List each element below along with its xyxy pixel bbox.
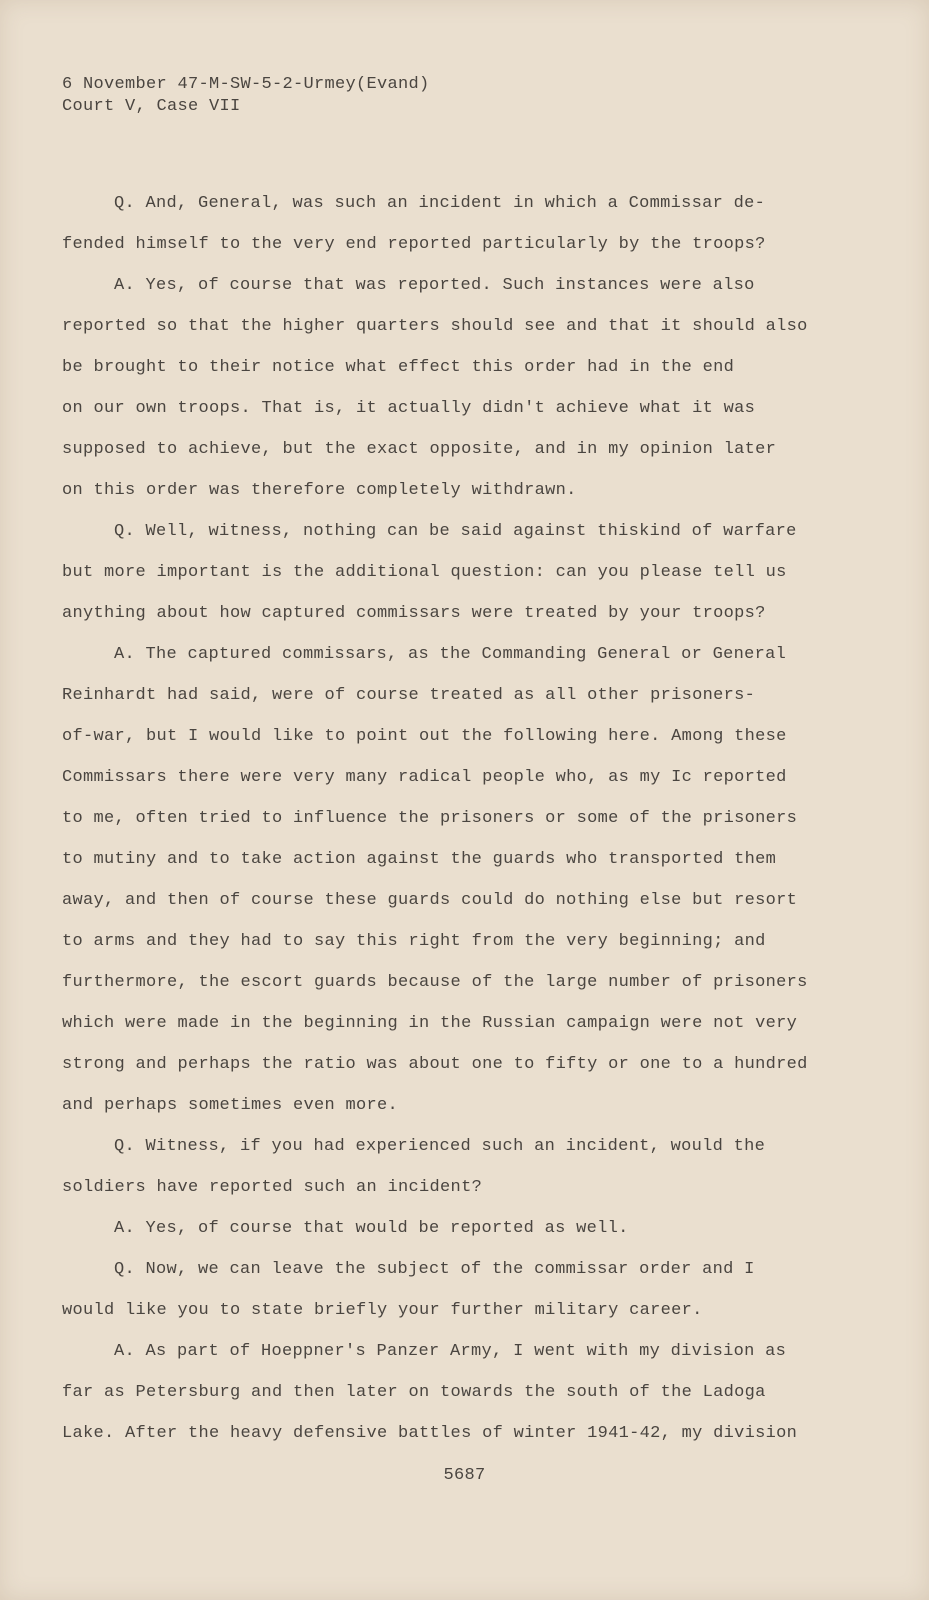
- transcript-line: away, and then of course these guards could do nothing else but resort: [62, 891, 798, 910]
- transcript-line: Lake. After the heavy defensive battles of winter 1941-42, my division: [62, 1424, 798, 1443]
- transcript-line: reported so that the higher quarters should see and that it should also: [62, 317, 808, 336]
- transcript-line: on this order was therefore completely withdrawn.: [62, 481, 577, 500]
- transcript-line: A. As part of Hoeppner's Panzer Army, I went with my division as: [114, 1342, 787, 1361]
- transcript-body: [62, 193, 882, 1464]
- header-court-case: Court V, Case VII: [62, 97, 241, 116]
- transcript-line: A. The captured commissars, as the Commanding General or General: [114, 645, 787, 664]
- transcript-line: Q. Well, witness, nothing can be said against thiskind of warfare: [114, 522, 797, 541]
- transcript-line: A. Yes, of course that would be reported as well.: [114, 1219, 629, 1238]
- transcript-line: Q. Witness, if you had experienced such an incident, would the: [114, 1137, 766, 1156]
- transcript-line: but more important is the additional question: can you please tell us: [62, 563, 787, 582]
- transcript-line: anything about how captured commissars were treated by your troops?: [62, 604, 766, 623]
- transcript-line: supposed to achieve, but the exact opposite, and in my opinion later: [62, 440, 777, 459]
- transcript-line: furthermore, the escort guards because of the large number of prisoners: [62, 973, 808, 992]
- transcript-line: which were made in the beginning in the Russian campaign were not very: [62, 1014, 798, 1033]
- transcript-line: soldiers have reported such an incident?: [62, 1178, 483, 1197]
- transcript-line: on our own troops. That is, it actually didn't achieve what it was: [62, 399, 756, 418]
- transcript-line: of-war, but I would like to point out the following here. Among these: [62, 727, 787, 746]
- transcript-line: A. Yes, of course that was reported. Such instances were also: [114, 276, 755, 295]
- transcript-line: and perhaps sometimes even more.: [62, 1096, 399, 1115]
- transcript-line: fended himself to the very end reported particularly by the troops?: [62, 235, 766, 254]
- page-number: 5687: [443, 1466, 486, 1485]
- transcript-line: Commissars there were very many radical people who, as my Ic reported: [62, 768, 787, 787]
- transcript-line: would like you to state briefly your further military career.: [62, 1301, 703, 1320]
- transcript-line: far as Petersburg and then later on towards the south of the Ladoga: [62, 1383, 766, 1402]
- transcript-line: Q. Now, we can leave the subject of the commissar order and I: [114, 1260, 755, 1279]
- transcript-line: to me, often tried to influence the prisoners or some of the prisoners: [62, 809, 798, 828]
- transcript-line: strong and perhaps the ratio was about one to fifty or one to a hundred: [62, 1055, 808, 1074]
- transcript-line: be brought to their notice what effect this order had in the end: [62, 358, 735, 377]
- transcript-line: Reinhardt had said, were of course treated as all other prisoners-: [62, 686, 756, 705]
- document-header: [62, 74, 430, 118]
- transcript-line: to arms and they had to say this right from the very beginning; and: [62, 932, 766, 951]
- transcript-line: Q. And, General, was such an incident in which a Commissar de-: [114, 194, 766, 213]
- transcript-line: to mutiny and to take action against the guards who transported them: [62, 850, 777, 869]
- header-date-reference: 6 November 47-M-SW-5-2-Urmey(Evand): [62, 75, 430, 94]
